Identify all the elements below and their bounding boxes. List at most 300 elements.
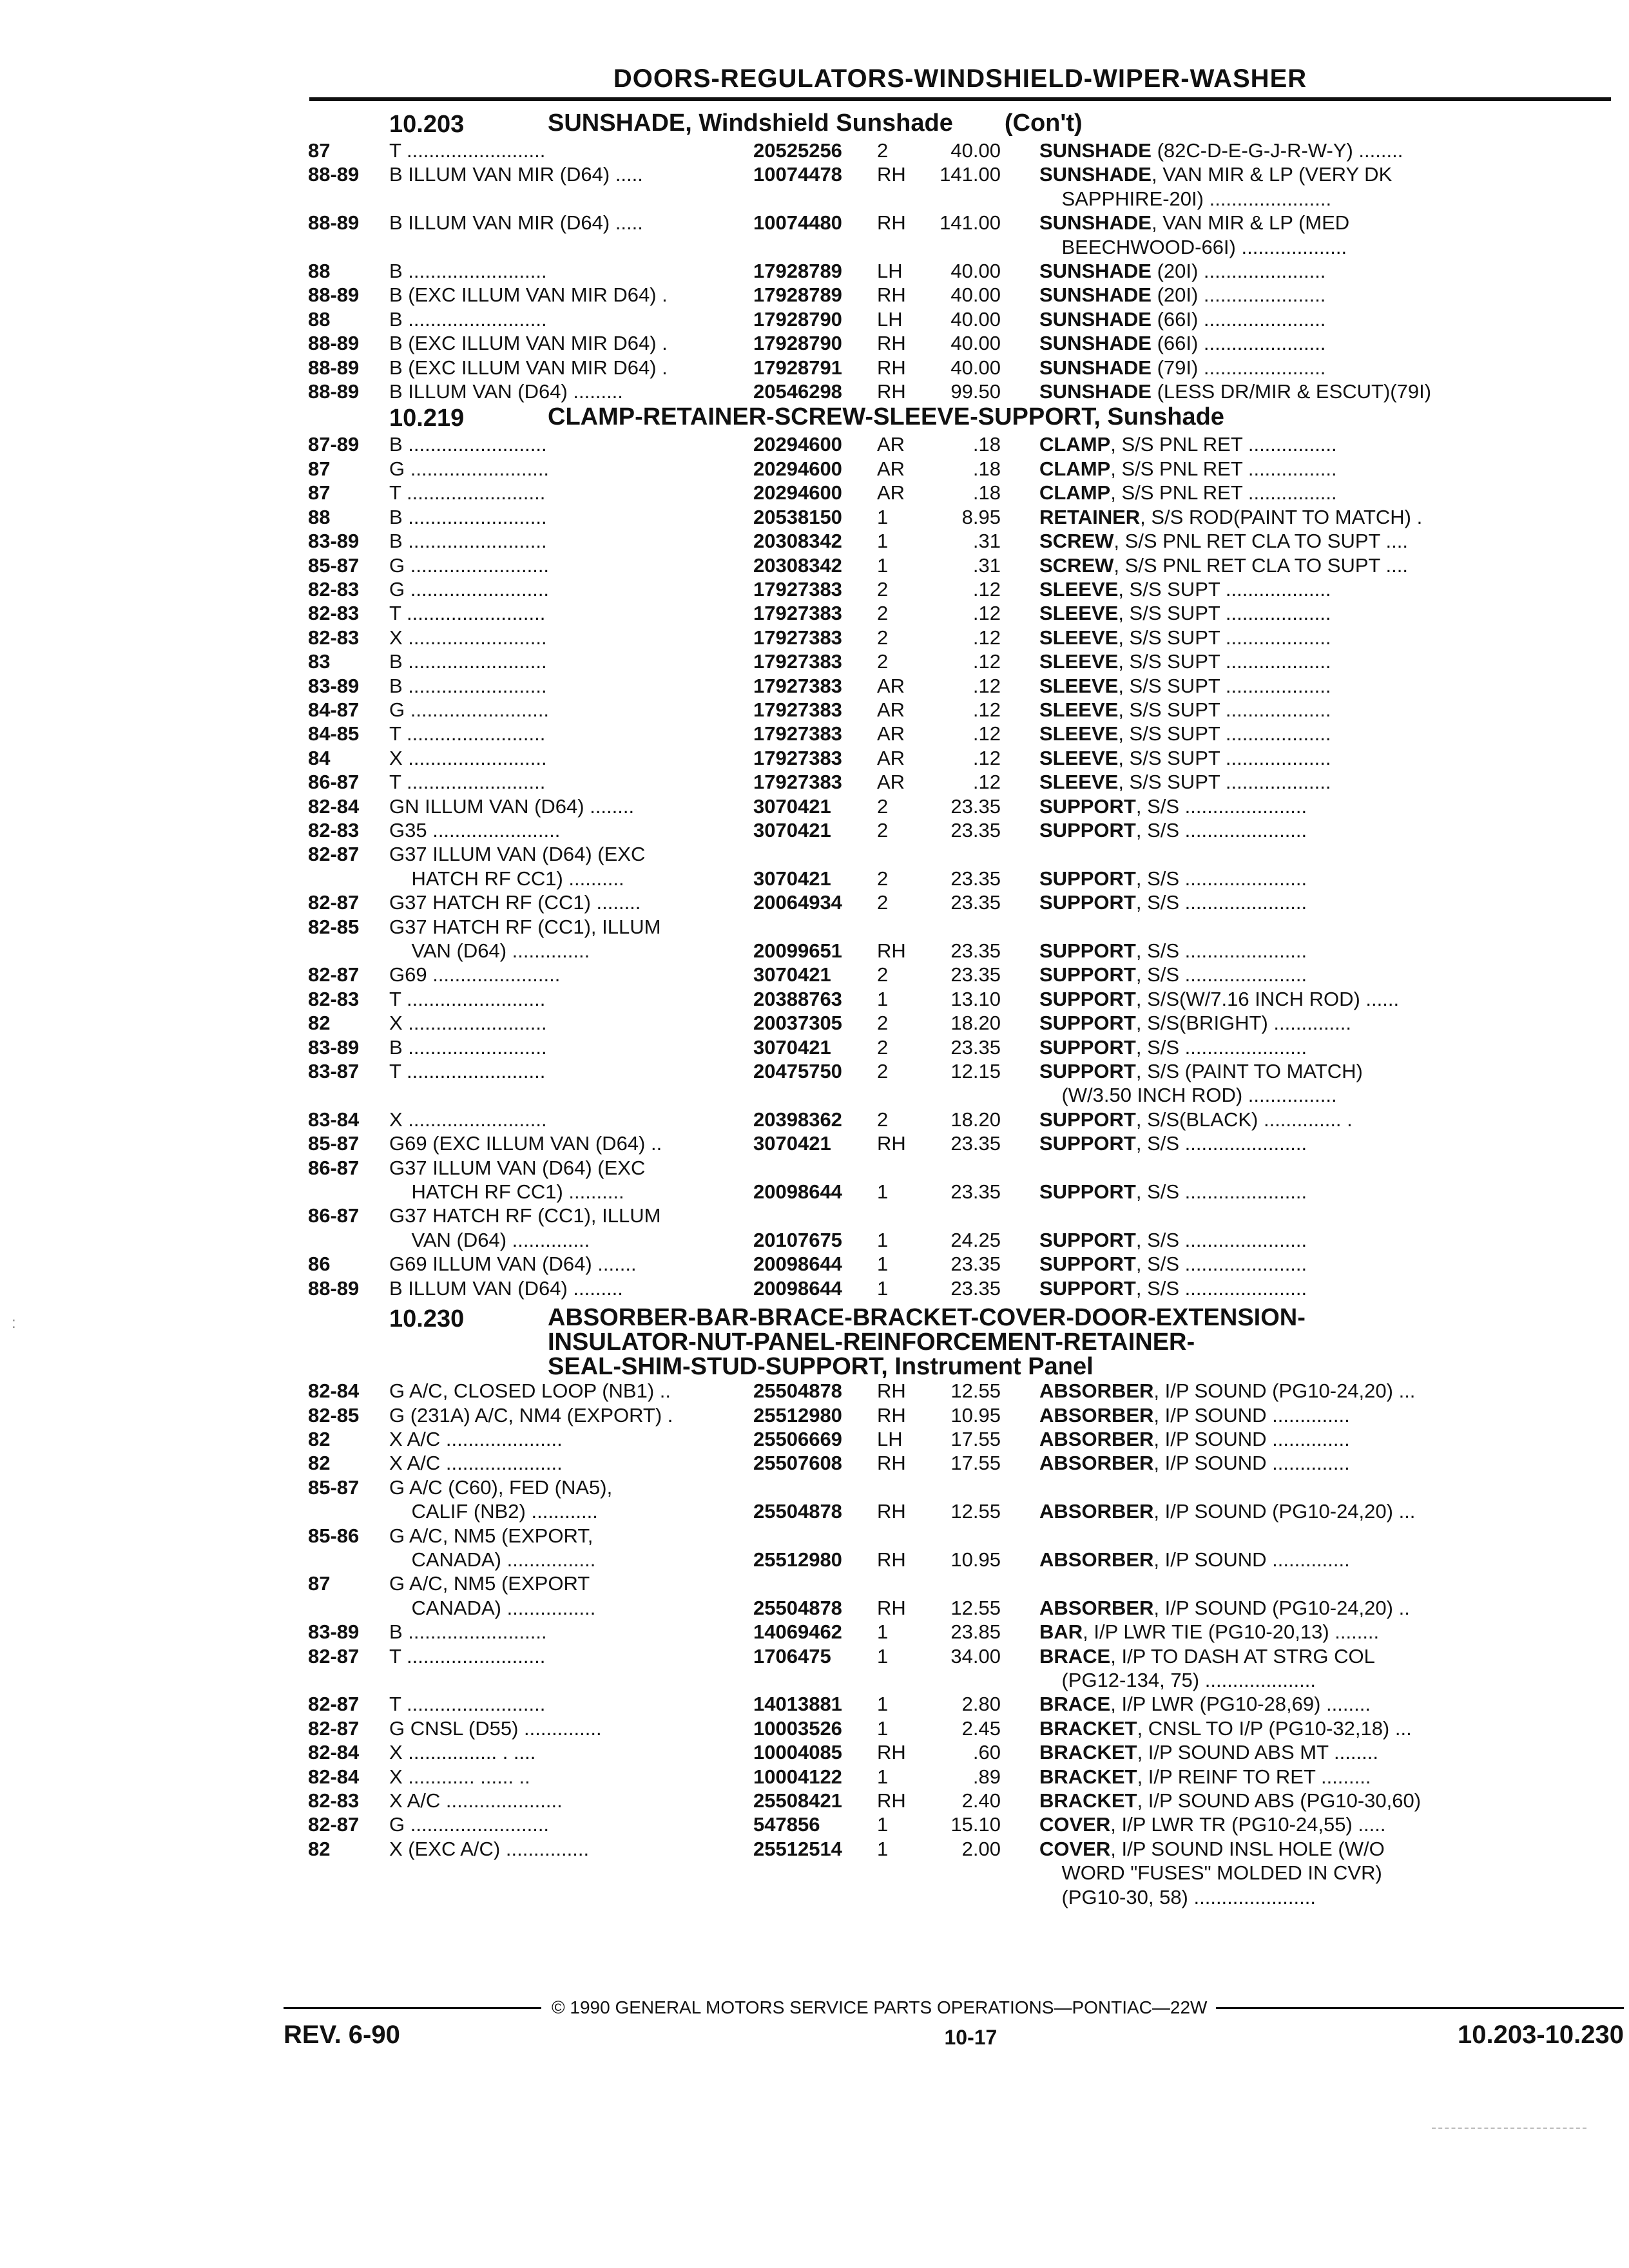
table-row — [308, 1108, 1547, 1131]
part-note: , S/S SUPT ................... — [1118, 650, 1331, 673]
model-years: 82-84 — [308, 794, 360, 818]
price: 12.55 — [950, 1379, 1001, 1403]
parts-catalog-content — [308, 110, 1547, 1909]
part-number: 20398362 — [753, 1108, 842, 1131]
part-name-cell — [1039, 1451, 1547, 1475]
part-name: SUNSHADE — [1039, 380, 1152, 403]
model-years: 82-87 — [308, 1716, 360, 1740]
page-footer — [284, 1997, 1624, 2050]
model-years: 87 — [308, 457, 331, 480]
part-number: 20308342 — [753, 530, 842, 553]
vehicle-description: X ......................... — [389, 626, 547, 649]
model-years: 82-85 — [308, 1403, 360, 1427]
vehicle-description: X A/C ..................... — [389, 1789, 563, 1812]
catalog-section — [308, 1302, 1547, 1909]
model-years: 82-84 — [308, 1765, 360, 1788]
table-row — [308, 1204, 1547, 1227]
table-row — [308, 187, 1547, 211]
quantity: AR — [877, 746, 905, 769]
table-row — [308, 649, 1547, 673]
vehicle-description: G37 ILLUM VAN (D64) (EXC — [389, 1156, 646, 1179]
table-row — [308, 1131, 1547, 1155]
model-years: 82-87 — [308, 1644, 360, 1667]
part-note: , VAN MIR & LP (VERY DK — [1151, 163, 1393, 186]
model-years: 86-87 — [308, 1156, 360, 1179]
part-note: (20I) ...................... — [1151, 260, 1326, 283]
part-note: , S/S(BLACK) .............. . — [1135, 1108, 1353, 1131]
part-name-cell — [1039, 505, 1547, 529]
part-name: ABSORBER — [1039, 1500, 1154, 1523]
vehicle-description: G37 HATCH RF (CC1) ........ — [389, 891, 641, 914]
table-row — [308, 1692, 1547, 1716]
part-name-cell — [1039, 1668, 1547, 1692]
model-years: 87 — [308, 1572, 331, 1595]
part-note: (PG10-30, 58) ...................... — [1039, 1885, 1316, 1908]
quantity: RH — [877, 356, 906, 379]
table-row — [308, 770, 1547, 794]
part-name: SUPPORT — [1039, 818, 1136, 841]
part-number: 25507608 — [753, 1452, 842, 1475]
table-row — [308, 1861, 1547, 1885]
part-name-cell — [1039, 818, 1547, 842]
part-note: , S/S ...................... — [1135, 867, 1307, 890]
table-row — [308, 505, 1547, 529]
part-note: , I/P SOUND .............. — [1153, 1403, 1350, 1427]
part-name-cell — [1039, 1740, 1547, 1764]
price: .60 — [972, 1741, 1001, 1764]
part-name: BRACKET — [1039, 1765, 1137, 1788]
vehicle-description: HATCH RF CC1) .......... — [389, 1180, 624, 1204]
part-name-cell — [1039, 1885, 1547, 1909]
quantity: AR — [877, 674, 905, 697]
quantity: RH — [877, 1596, 906, 1619]
part-name-cell — [1039, 356, 1547, 380]
table-row — [308, 432, 1547, 456]
part-name-cell — [1039, 1837, 1547, 1861]
vehicle-description: X ............ ...... .. — [389, 1765, 530, 1788]
part-name: SLEEVE — [1039, 698, 1119, 721]
quantity: 1 — [877, 1837, 889, 1860]
model-years: 83-89 — [308, 1620, 360, 1644]
table-row — [308, 331, 1547, 355]
price: 23.35 — [950, 1180, 1001, 1204]
model-years: 85-87 — [308, 1475, 360, 1499]
section-title-line: SUNSHADE — [548, 110, 686, 137]
part-number: 17927383 — [753, 626, 842, 649]
part-name: SLEEVE — [1039, 577, 1119, 601]
vehicle-description: B ILLUM VAN MIR (D64) ..... — [389, 163, 643, 186]
part-name-cell — [1039, 1499, 1547, 1523]
vehicle-description: T ......................... — [389, 987, 546, 1010]
vehicle-description: T ......................... — [389, 139, 546, 162]
price: 13.10 — [950, 987, 1001, 1010]
vehicle-description: X A/C ..................... — [389, 1427, 563, 1450]
price: .12 — [972, 746, 1001, 769]
model-years: 82-83 — [308, 577, 360, 601]
part-number: 17928789 — [753, 260, 842, 283]
price: .18 — [972, 457, 1001, 480]
part-note: , I/P SOUND INSL HOLE (W/O — [1110, 1837, 1385, 1860]
vehicle-description: G69 (EXC ILLUM VAN (D64) .. — [389, 1132, 662, 1155]
part-name-cell — [1039, 1644, 1547, 1668]
vehicle-description: X ......................... — [389, 746, 547, 769]
part-number: 1706475 — [753, 1644, 831, 1667]
section-title-line: SEAL-SHIM-STUD-SUPPORT — [548, 1353, 882, 1381]
price: .12 — [972, 650, 1001, 673]
price: 23.35 — [950, 1276, 1001, 1300]
part-number: 20037305 — [753, 1012, 842, 1035]
table-row — [308, 553, 1547, 577]
quantity: 1 — [877, 987, 889, 1010]
part-name-cell — [1039, 1789, 1547, 1812]
vehicle-description: G CNSL (D55) .............. — [389, 1716, 602, 1740]
vehicle-description: B ......................... — [389, 307, 547, 331]
table-row — [308, 162, 1547, 186]
vehicle-description: G37 ILLUM VAN (D64) (EXC — [389, 843, 646, 866]
model-years: 82-83 — [308, 818, 360, 841]
price: 34.00 — [950, 1644, 1001, 1667]
vehicle-description: G ......................... — [389, 698, 550, 721]
quantity: 1 — [877, 1644, 889, 1667]
part-number: 25512514 — [753, 1837, 842, 1860]
table-row — [308, 1451, 1547, 1475]
quantity: LH — [877, 260, 903, 283]
vehicle-description: B ILLUM VAN (D64) ......... — [389, 1276, 623, 1300]
section-number: 10.203 — [389, 111, 465, 138]
price: .31 — [972, 530, 1001, 553]
part-note: , S/S ...................... — [1135, 1276, 1307, 1300]
model-years: 82-85 — [308, 915, 360, 938]
part-name-cell — [1039, 1765, 1547, 1789]
quantity: 1 — [877, 1813, 889, 1836]
page-number: 10-17 — [944, 2026, 998, 2049]
table-row — [308, 1403, 1547, 1427]
vehicle-description: G37 HATCH RF (CC1), ILLUM — [389, 915, 661, 938]
model-years: 83-87 — [308, 1060, 360, 1083]
part-name-cell — [1039, 1716, 1547, 1740]
vehicle-description: B (EXC ILLUM VAN MIR D64) . — [389, 356, 668, 379]
part-note: , S/S SUPT ................... — [1118, 626, 1331, 649]
vehicle-description: T ......................... — [389, 602, 546, 625]
quantity: 2 — [877, 626, 889, 649]
price: 15.10 — [950, 1813, 1001, 1836]
part-name-cell — [1039, 890, 1547, 914]
vehicle-description: VAN (D64) .............. — [389, 939, 590, 962]
quantity: RH — [877, 1452, 906, 1475]
model-years: 88 — [308, 505, 331, 528]
vehicle-description: X ......................... — [389, 1012, 547, 1035]
section-heading — [308, 405, 1547, 432]
table-row — [308, 1083, 1547, 1107]
vehicle-description: T ......................... — [389, 481, 546, 505]
table-row — [308, 698, 1547, 722]
model-years: 82 — [308, 1452, 331, 1475]
table-row — [308, 794, 1547, 818]
part-number: 20294600 — [753, 481, 842, 505]
table-row — [308, 1475, 1547, 1499]
part-number: 17927383 — [753, 746, 842, 769]
part-name: SLEEVE — [1039, 626, 1119, 649]
table-row — [308, 1379, 1547, 1403]
part-number: 547856 — [753, 1813, 820, 1836]
part-name: BRACKET — [1039, 1716, 1137, 1740]
vehicle-description: B (EXC ILLUM VAN MIR D64) . — [389, 284, 668, 307]
table-row — [308, 626, 1547, 649]
price: 23.35 — [950, 794, 1001, 818]
part-name: BRACE — [1039, 1693, 1111, 1716]
part-note: , S/S (PAINT TO MATCH) — [1135, 1060, 1363, 1083]
table-row — [308, 1885, 1547, 1909]
table-row — [308, 1499, 1547, 1523]
price: .12 — [972, 577, 1001, 601]
part-name-cell — [1039, 259, 1547, 283]
quantity: 2 — [877, 1060, 889, 1083]
model-years: 87 — [308, 481, 331, 505]
part-note: , S/S ROD(PAINT TO MATCH) . — [1140, 505, 1423, 528]
part-name: SUNSHADE — [1039, 332, 1152, 355]
part-name: CLAMP — [1039, 481, 1111, 505]
price: 23.35 — [950, 818, 1001, 841]
section-title — [548, 1305, 1306, 1379]
part-name: BAR — [1039, 1620, 1083, 1644]
section-title — [548, 111, 1083, 135]
table-row — [308, 283, 1547, 307]
part-name-cell — [1039, 1596, 1547, 1620]
part-note: (20I) ...................... — [1151, 284, 1326, 307]
part-note: , S/S SUPT ................... — [1118, 771, 1331, 794]
model-years: 88-89 — [308, 211, 360, 235]
part-name: SUPPORT — [1039, 1253, 1136, 1276]
quantity: RH — [877, 1403, 906, 1427]
part-note: (66I) ...................... — [1151, 307, 1326, 331]
quantity: AR — [877, 722, 905, 745]
part-number: 17927383 — [753, 771, 842, 794]
part-name-cell — [1039, 601, 1547, 625]
part-name-cell — [1039, 553, 1547, 577]
price: .31 — [972, 553, 1001, 577]
model-years: 85-87 — [308, 553, 360, 577]
vehicle-description: G A/C, CLOSED LOOP (NB1) .. — [389, 1379, 671, 1403]
part-name-cell — [1039, 162, 1547, 186]
table-row — [308, 1812, 1547, 1836]
part-name: SUPPORT — [1039, 939, 1136, 962]
model-years: 82 — [308, 1427, 331, 1450]
part-name-cell — [1039, 1252, 1547, 1276]
part-name-cell — [1039, 1548, 1547, 1571]
price: .12 — [972, 674, 1001, 697]
part-name-cell — [1039, 939, 1547, 963]
part-note: , S/S ...................... — [1135, 794, 1307, 818]
footer-rule-left — [284, 2007, 541, 2009]
table-row — [308, 307, 1547, 331]
quantity: RH — [877, 284, 906, 307]
quantity: 1 — [877, 1276, 889, 1300]
vehicle-description: T ......................... — [389, 1060, 546, 1083]
part-name-cell — [1039, 1108, 1547, 1131]
model-years: 83-89 — [308, 1035, 360, 1059]
part-name-cell — [1039, 307, 1547, 331]
stray-scan-mark — [1432, 2128, 1586, 2129]
model-years: 88-89 — [308, 356, 360, 379]
part-name-cell — [1039, 577, 1547, 601]
model-years: 84-87 — [308, 698, 360, 721]
part-note: , S/S SUPT ................... — [1118, 602, 1331, 625]
part-number: 3070421 — [753, 1132, 831, 1155]
part-name: SLEEVE — [1039, 650, 1119, 673]
part-note: , S/S SUPT ................... — [1118, 674, 1331, 697]
part-note: , S/S ...................... — [1135, 939, 1307, 962]
model-years: 86-87 — [308, 1204, 360, 1227]
part-number: 20098644 — [753, 1276, 842, 1300]
part-number: 20294600 — [753, 433, 842, 456]
price: 23.35 — [950, 867, 1001, 890]
price: 99.50 — [950, 380, 1001, 403]
vehicle-description: G ......................... — [389, 553, 550, 577]
part-number: 20308342 — [753, 553, 842, 577]
table-row — [308, 818, 1547, 842]
part-number: 20098644 — [753, 1253, 842, 1276]
model-years: 82-87 — [308, 963, 360, 986]
section-title-line: CLAMP-RETAINER-SCREW-SLEEVE-SUPPORT — [548, 403, 1094, 431]
part-name: RETAINER — [1039, 505, 1141, 528]
quantity: RH — [877, 1741, 906, 1764]
part-name: ABSORBER — [1039, 1452, 1154, 1475]
table-row — [308, 1789, 1547, 1812]
table-row — [308, 259, 1547, 283]
model-years: 88 — [308, 307, 331, 331]
model-years: 88 — [308, 260, 331, 283]
part-name-cell — [1039, 1861, 1547, 1885]
part-note: , S/S PNL RET ................ — [1110, 457, 1337, 480]
part-note: , S/S ...................... — [1135, 1180, 1307, 1204]
part-name: SCREW — [1039, 553, 1114, 577]
table-row — [308, 235, 1547, 259]
part-name: CLAMP — [1039, 457, 1111, 480]
table-row — [308, 1011, 1547, 1035]
part-name: SLEEVE — [1039, 602, 1119, 625]
part-name: SUPPORT — [1039, 963, 1136, 986]
vehicle-description: B ......................... — [389, 650, 547, 673]
vehicle-description: B ......................... — [389, 1620, 547, 1644]
quantity: LH — [877, 307, 903, 331]
part-note: (LESS DR/MIR & ESCUT)(79I) — [1151, 380, 1432, 403]
part-note: , VAN MIR & LP (MED — [1151, 211, 1350, 235]
table-row — [308, 577, 1547, 601]
quantity: 2 — [877, 1108, 889, 1131]
part-number: 10004085 — [753, 1741, 842, 1764]
model-years: 82-83 — [308, 602, 360, 625]
part-note: , S/S ...................... — [1135, 891, 1307, 914]
vehicle-description: VAN (D64) .............. — [389, 1228, 590, 1251]
section-title-suffix: , Windshield Sunshade — [685, 110, 953, 137]
continued-label: (Con't) — [1004, 110, 1083, 137]
price: 10.95 — [950, 1548, 1001, 1571]
price: .12 — [972, 722, 1001, 745]
part-note: , I/P SOUND (PG10-24,20) ... — [1153, 1379, 1416, 1403]
part-name: SUPPORT — [1039, 1180, 1136, 1204]
price: .12 — [972, 626, 1001, 649]
model-years: 88-89 — [308, 1276, 360, 1300]
part-number: 20538150 — [753, 505, 842, 528]
model-years: 83-89 — [308, 674, 360, 697]
table-row — [308, 1837, 1547, 1861]
price: 23.35 — [950, 1132, 1001, 1155]
part-number: 3070421 — [753, 818, 831, 841]
part-name-cell — [1039, 770, 1547, 794]
vehicle-description: CALIF (NB2) ............ — [389, 1500, 598, 1523]
part-note: , I/P LWR TIE (PG10-20,13) ........ — [1083, 1620, 1380, 1644]
model-years: 84 — [308, 746, 331, 769]
vehicle-description: X (EXC A/C) ............... — [389, 1837, 590, 1860]
quantity: RH — [877, 380, 906, 403]
table-row — [308, 722, 1547, 745]
table-row — [308, 481, 1547, 505]
part-number: 17927383 — [753, 577, 842, 601]
quantity: 1 — [877, 1765, 889, 1788]
quantity: RH — [877, 1132, 906, 1155]
model-years: 83-89 — [308, 530, 360, 553]
model-years: 88-89 — [308, 284, 360, 307]
price: 10.95 — [950, 1403, 1001, 1427]
part-note: , S/S SUPT ................... — [1118, 577, 1331, 601]
model-years: 82-84 — [308, 1379, 360, 1403]
table-row — [308, 674, 1547, 698]
part-name-cell — [1039, 1228, 1547, 1252]
part-name: SUNSHADE — [1039, 356, 1152, 379]
model-years: 82-87 — [308, 1693, 360, 1716]
part-name: SUPPORT — [1039, 1228, 1136, 1251]
part-number: 10074478 — [753, 163, 842, 186]
model-years: 85-86 — [308, 1524, 360, 1547]
section-title-suffix: , Sunshade — [1094, 403, 1224, 431]
model-years: 88-89 — [308, 332, 360, 355]
part-name-cell — [1039, 1180, 1547, 1204]
part-number: 20475750 — [753, 1060, 842, 1083]
footer-bottom — [284, 2021, 1624, 2050]
part-name-cell — [1039, 1812, 1547, 1836]
vehicle-description: G A/C (C60), FED (NA5), — [389, 1475, 613, 1499]
part-note: , S/S(BRIGHT) .............. — [1135, 1012, 1352, 1035]
part-number: 25504878 — [753, 1379, 842, 1403]
part-number: 10003526 — [753, 1716, 842, 1740]
quantity: AR — [877, 698, 905, 721]
vehicle-description: T ......................... — [389, 1644, 546, 1667]
part-name-cell — [1039, 529, 1547, 553]
part-name-cell — [1039, 1276, 1547, 1300]
section-heading — [308, 1302, 1547, 1379]
part-name-cell — [1039, 187, 1547, 211]
quantity: 1 — [877, 1253, 889, 1276]
part-name: SUPPORT — [1039, 1108, 1136, 1131]
revision-label: REV. 6-90 — [284, 2021, 400, 2049]
part-name-cell — [1039, 746, 1547, 770]
part-note: , I/P SOUND (PG10-24,20) .. — [1153, 1596, 1410, 1619]
part-name-cell — [1039, 283, 1547, 307]
part-number: 10074480 — [753, 211, 842, 235]
table-row — [308, 1524, 1547, 1548]
table-row — [308, 1620, 1547, 1644]
part-note: , I/P TO DASH AT STRG COL — [1110, 1644, 1375, 1667]
catalog-section — [308, 111, 1547, 403]
price: 23.35 — [950, 939, 1001, 962]
table-row — [308, 1571, 1547, 1595]
quantity: RH — [877, 1500, 906, 1523]
part-note: , S/S ...................... — [1135, 1253, 1307, 1276]
vehicle-description: B ......................... — [389, 433, 547, 456]
part-number: 17928790 — [753, 332, 842, 355]
part-number: 17927383 — [753, 674, 842, 697]
section-title-line: ABSORBER-BAR-BRACE-BRACKET-COVER-DOOR-EXTENSION- — [548, 1304, 1306, 1332]
